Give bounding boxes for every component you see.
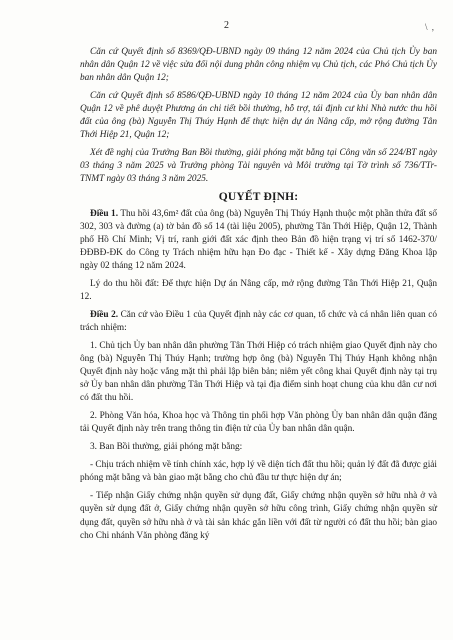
recital-1: Căn cứ Quyết định số 8369/QĐ-UBND ngày 09 tháng 12 năm 2024 của Chủ tịch Ủy ban nhân dân Quận 12 về việc sửa đổi nội dung phân công nhiệm vụ Chủ tịch, các Phó Chủ tịch Ủy ban nhân dân Quận 12; [80, 47, 437, 84]
page-number: 2 [224, 20, 229, 31]
item-3: 3. Ban Bồi thường, giải phóng mặt bằng: [90, 442, 243, 453]
article-1-label: Điều 1. [90, 208, 119, 219]
article-1-text: Thu hồi 43,6m² đất của ông (bà) Nguyễn Thị Thúy Hạnh thuộc một phần thửa đất số 302, 303 và đường (a) tờ bản đồ số 14 (tài liệu 2005), phường Tân Thới Hiệp, Quận 12, Thành phố Hồ Chí Minh; Vị trí, ranh giới đất xác định theo Bản đồ hiện trạng vị trí số 1462-370/ĐĐBĐ-ĐK do Công ty Trách nhiệm hữu hạn Đo đạc - Thiết kế - Xây dựng Đăng Khoa lập ngày 02 tháng 12 năm 2024. [80, 208, 437, 271]
recital-3: Xét đề nghị của Trưởng Ban Bồi thường, giải phóng mặt bằng tại Công văn số 224/BT ngày 03 tháng 3 năm 2025 và Trưởng phòng Tài nguyên và Môi trường tại Tờ trình số 736/TTr-TNMT ngày 03 tháng 3 năm 2025. [80, 148, 437, 185]
item-3-bullet-1: - Chịu trách nhiệm về tính chính xác, hợp lý về diện tích đất thu hồi; quản lý đất đã được giải phóng mặt bằng và bàn giao mặt bằng cho chủ đầu tư thực hiện dự án; [80, 460, 437, 484]
item-2: 2. Phòng Văn hóa, Khoa học và Thông tin phối hợp Văn phòng Ủy ban nhân dân quận đăng tải Quyết định này trên trang thông tin điện tử của Ủy ban nhân dân quận. [80, 411, 437, 435]
reason-paragraph: Lý do thu hồi đất: Để thực hiện Dự án Nâng cấp, mở rộng đường Tân Thới Hiệp 21, Quận 12. [80, 278, 437, 302]
item-3-bullet-2: - Tiếp nhận Giấy chứng nhận quyền sử dụng đất, Giấy chứng nhận quyền sở hữu nhà ở và quyền sử dụng đất ở, Giấy chứng nhận quyền sở hữu công trình, Giấy chứng nhận quyền sử dụng đất, quyền sở hữu nhà ở và tài sản khác gắn liền với đất từ người có đất thu hồi; bàn giao cho Chi nhánh Văn phòng đăng ký [80, 491, 437, 541]
item-1: 1. Chủ tịch Ủy ban nhân dân phường Tân Thới Hiệp có trách nhiệm giao Quyết định này cho ông (bà) Nguyễn Thị Thúy Hạnh; trường hợp ông (bà) Nguyễn Thị Thúy Hạnh không nhận Quyết định này hoặc vắng mặt thì phải lập biên bản; niêm yết công khai Quyết định này tại trụ sở Ủy ban nhân dân phường Tân Thới Hiệp và tại địa điểm sinh hoạt chung của khu dân cư nơi có đất thu hồi. [80, 340, 437, 404]
recital-2: Căn cứ Quyết định số 8586/QĐ-UBND ngày 10 tháng 12 năm 2024 của Ủy ban nhân dân Quận 12 về phê duyệt Phương án chi tiết bồi thường, hỗ trợ, tái định cư khi Nhà nước thu hồi đất của ông (bà) Nguyễn Thị Thúy Hạnh để thực hiện dự án Nâng cấp, mở rộng đường Tân Thới Hiệp 21, Quận 12; [80, 91, 437, 141]
document-body [80, 46, 437, 548]
article-2 [80, 309, 437, 335]
article-1 [80, 208, 437, 273]
article-2-text: Căn cứ vào Điều 1 của Quyết định này các cơ quan, tổ chức và cá nhân liên quan có trách nhiệm: [80, 309, 437, 333]
corner-mark: \ , [424, 22, 435, 32]
decision-heading: QUYẾT ĐỊNH: [218, 191, 299, 204]
article-2-label: Điều 2. [90, 309, 119, 320]
